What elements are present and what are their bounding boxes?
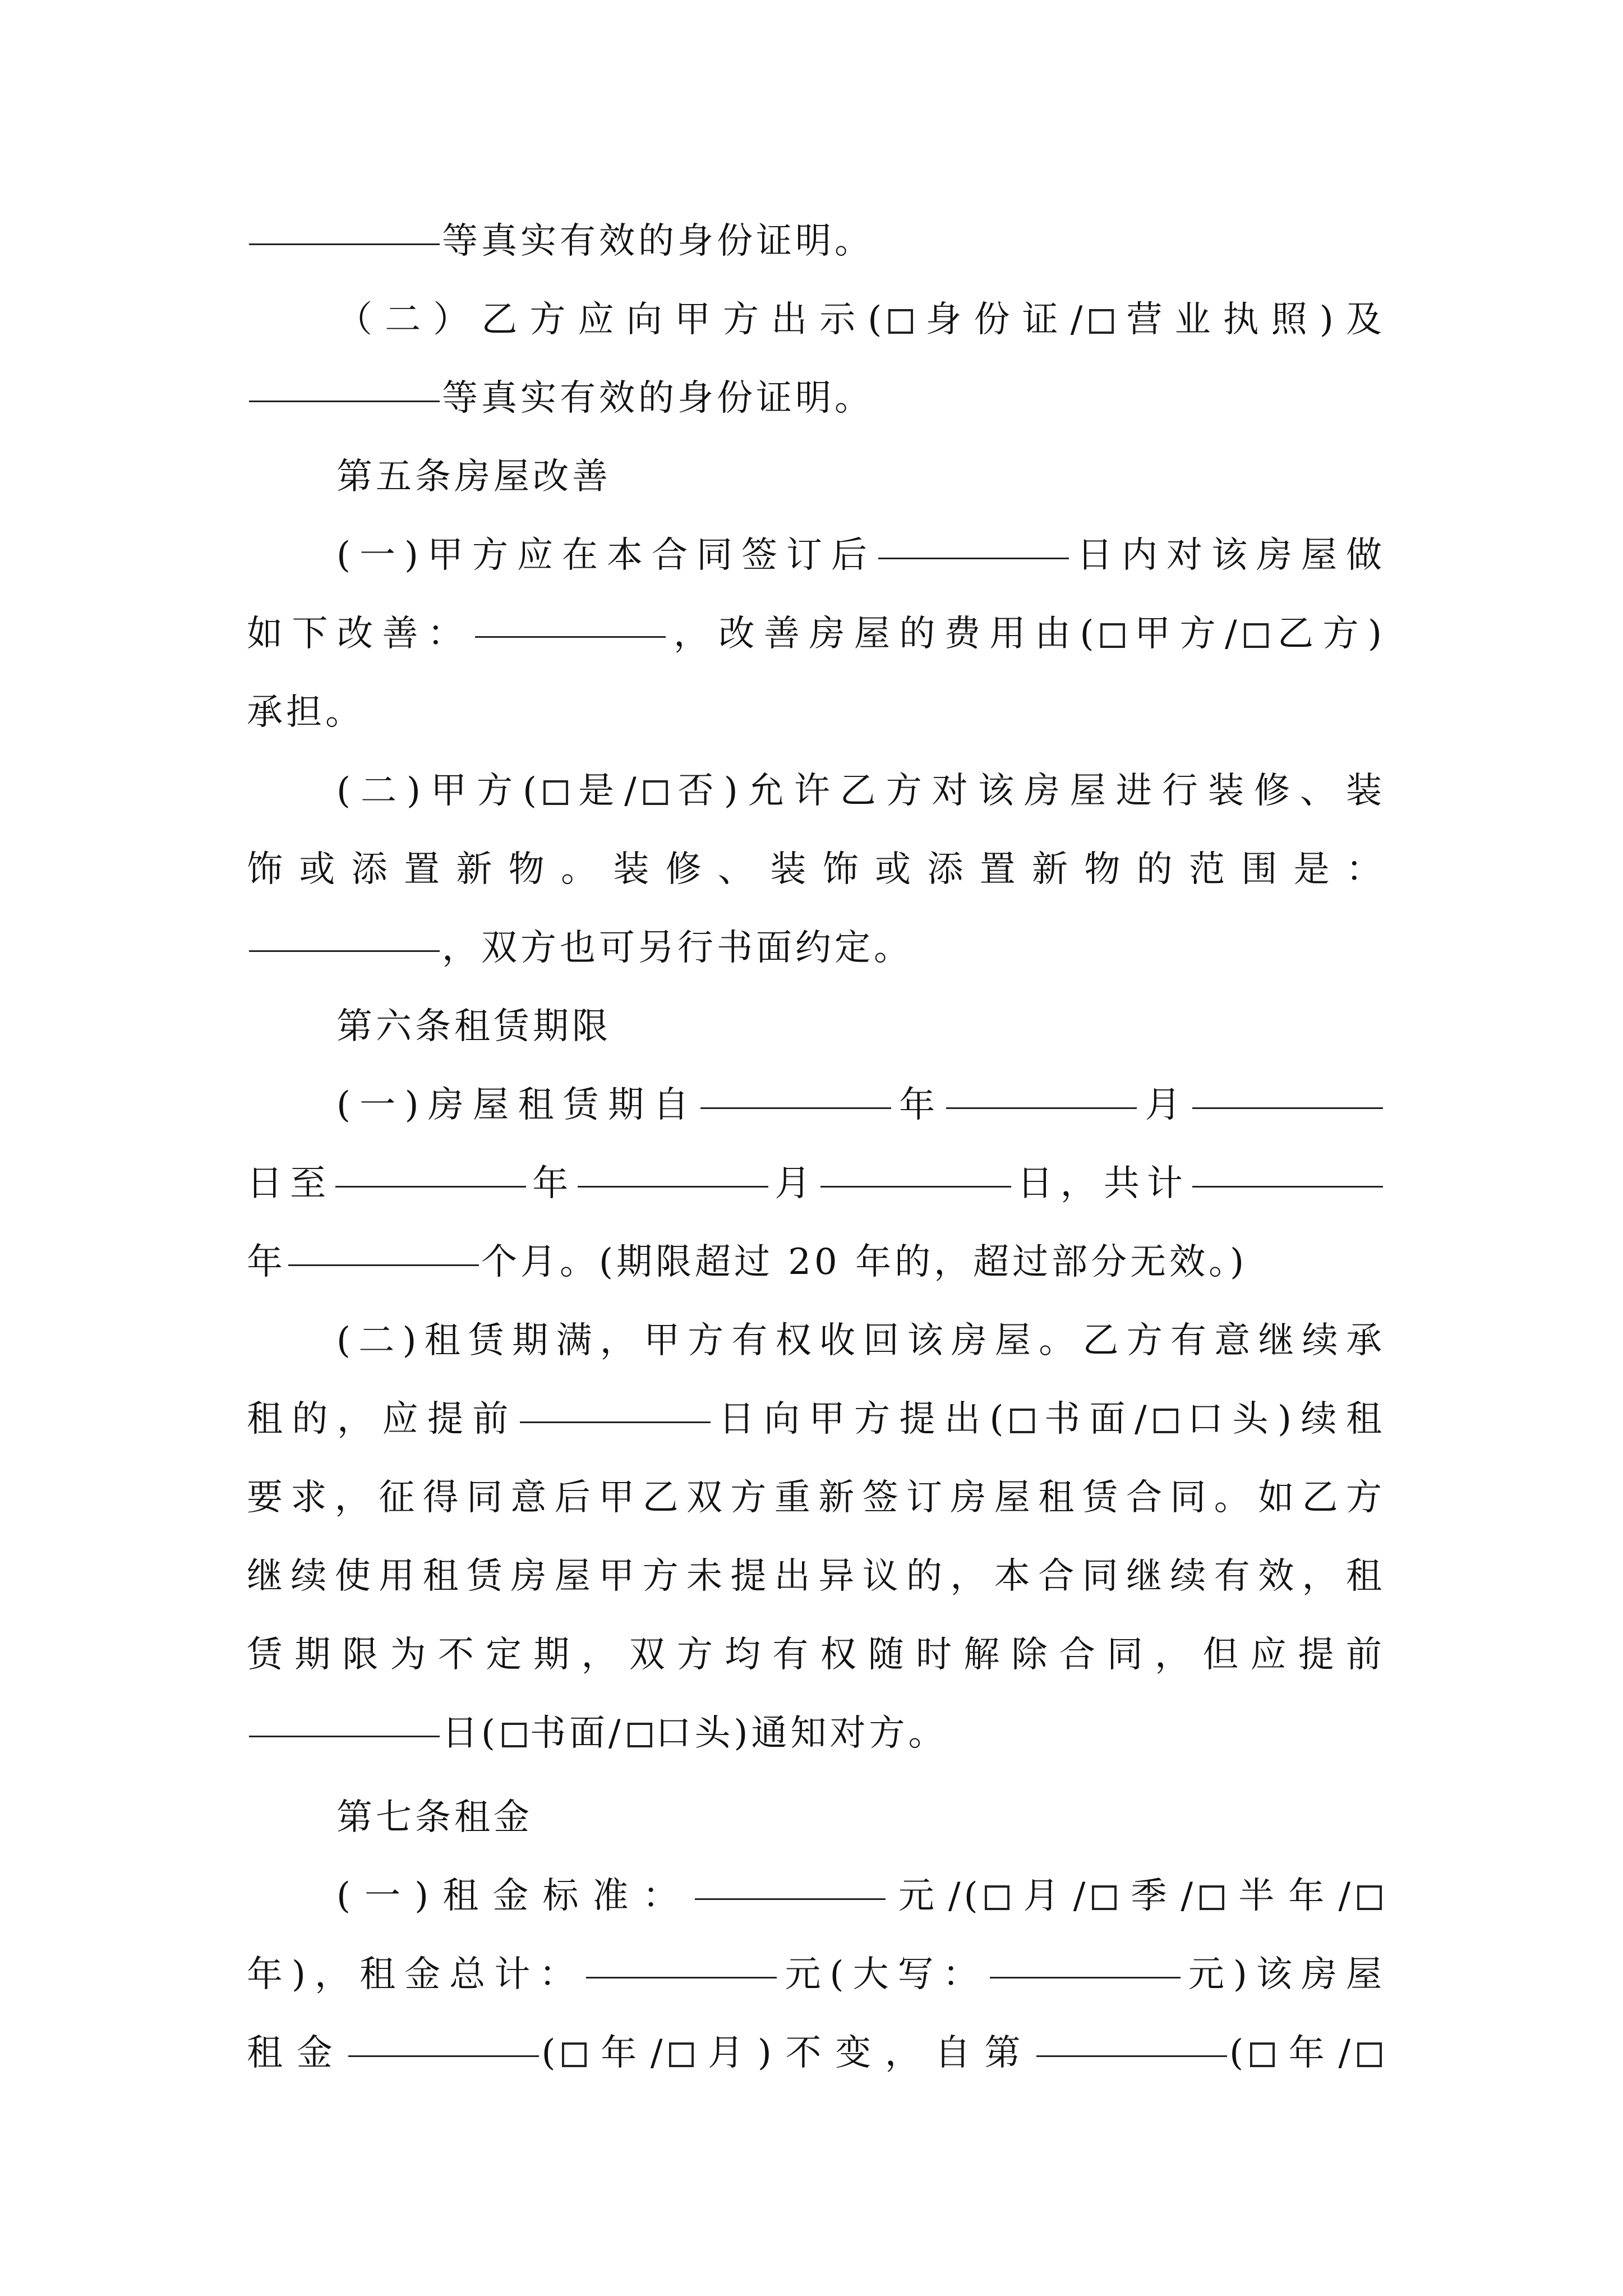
text-segment: 日( (442, 1713, 499, 1754)
checkbox[interactable] (1250, 2042, 1275, 2067)
text-segment: 年/ (1278, 2032, 1354, 2074)
checkbox[interactable] (1100, 623, 1125, 648)
text-segment: 年 (528, 1163, 576, 1204)
text-segment: 第五条房屋改善 (336, 456, 611, 498)
text-segment: 租金 (247, 2032, 347, 2074)
fill-blank[interactable] (249, 1732, 440, 1737)
text-line (247, 914, 1385, 982)
text-segment: (一)租金标准： (336, 1875, 693, 1917)
text-segment: 月)不变，自第 (697, 2032, 1035, 2074)
text-line (336, 522, 1385, 589)
text-segment: 日向甲方提出( (713, 1398, 1007, 1440)
text-segment: 甲方/ (1128, 613, 1241, 655)
text-segment: 日内对该房屋做 (1071, 535, 1386, 576)
fill-blank[interactable] (695, 1895, 886, 1900)
checkbox[interactable] (543, 780, 568, 805)
text-segment: 元/( (887, 1875, 981, 1917)
text-line (247, 1464, 1385, 1531)
text-segment: (二)甲方( (336, 770, 541, 812)
checkbox[interactable] (628, 1723, 652, 1747)
fill-blank[interactable] (335, 1182, 526, 1188)
text-line (336, 1071, 1385, 1139)
text-segment: ( (541, 2032, 559, 2074)
text-line (247, 208, 1385, 275)
fill-blank[interactable] (1192, 1104, 1383, 1109)
text-segment: 半年/ (1228, 1875, 1354, 1917)
text-segment: 第六条租赁期限 (336, 1006, 611, 1047)
fill-blank[interactable] (990, 1973, 1181, 1978)
text-line (247, 365, 1385, 432)
checkbox[interactable] (562, 2042, 587, 2067)
fill-blank[interactable] (520, 1418, 711, 1423)
fill-blank[interactable] (586, 1973, 777, 1978)
text-segment: 否)允许乙方对该房屋进行装修、装 (671, 770, 1386, 812)
fill-blank[interactable] (249, 947, 440, 952)
checkbox[interactable] (1154, 1409, 1178, 1433)
fill-blank[interactable] (1192, 1182, 1383, 1188)
text-line (247, 1700, 1385, 1767)
text-line (336, 1307, 1385, 1374)
checkbox[interactable] (1357, 2042, 1382, 2067)
fill-blank[interactable] (249, 240, 440, 245)
text-segment: 书面/ (1038, 1398, 1150, 1440)
text-line (336, 757, 1385, 825)
text-segment: 继续使用租赁房屋甲方未提出异议的，本合同继续有效，租 (247, 1556, 1385, 1597)
text-line (247, 1941, 1385, 2008)
text-segment: ，改善房屋的费用由( (667, 613, 1098, 655)
fill-blank[interactable] (820, 1182, 1011, 1188)
text-segment: 个月。(期限超过 20 年的，超过部分无效。) (481, 1241, 1248, 1283)
text-segment: 元(大写： (779, 1954, 988, 1995)
text-segment: ，双方也可另行书面约定。 (442, 927, 913, 969)
fill-blank[interactable] (700, 1104, 891, 1109)
text-line (247, 836, 1385, 903)
text-segment: 月 (1139, 1084, 1190, 1126)
text-segment: 等真实有效的身份证明。 (442, 378, 874, 419)
text-segment: 第七条租金 (336, 1797, 533, 1838)
text-segment: 乙方) (1271, 613, 1385, 655)
fill-blank[interactable] (1036, 2052, 1227, 2057)
text-segment: 月/ (1012, 1875, 1089, 1917)
text-segment: 承担。 (247, 692, 365, 733)
fill-blank[interactable] (249, 397, 440, 402)
text-segment: 要求，征得同意后甲乙双方重新签订房屋租赁合同。如乙方 (247, 1477, 1385, 1519)
text-line (247, 1543, 1385, 1610)
checkbox[interactable] (888, 309, 913, 334)
text-line (247, 1621, 1385, 1688)
text-line (247, 1150, 1385, 1217)
text-segment: 租的，应提前 (247, 1398, 518, 1440)
checkbox[interactable] (1357, 1885, 1382, 1910)
text-line (247, 600, 1385, 668)
text-segment: 年 (893, 1084, 944, 1126)
text-segment: 口头)续租 (1181, 1398, 1385, 1440)
text-line (247, 1228, 1385, 1296)
checkbox[interactable] (669, 2042, 694, 2067)
checkbox[interactable] (1089, 309, 1114, 334)
text-segment: 身份证/ (916, 299, 1086, 341)
checkbox[interactable] (502, 1723, 527, 1747)
checkbox[interactable] (1244, 623, 1269, 648)
text-segment: 口头)通知对方。 (655, 1713, 948, 1754)
section-heading (336, 1784, 1385, 1851)
text-segment: 季/ (1120, 1875, 1197, 1917)
text-segment: (二)租赁期满，甲方有权收回该房屋。乙方有意继续承 (336, 1320, 1385, 1361)
text-segment: 饰或添置新物。装修、装饰或添置新物的范围是： (247, 849, 1385, 890)
text-line (247, 2019, 1385, 2087)
text-line (247, 679, 1385, 746)
checkbox[interactable] (985, 1885, 1009, 1910)
text-segment: ( (1229, 2032, 1247, 2074)
text-segment: 月 (771, 1163, 818, 1204)
text-segment: (一)房屋租赁期自 (336, 1084, 698, 1126)
fill-blank[interactable] (475, 633, 666, 638)
text-segment: 营业执照)及 (1117, 299, 1386, 341)
text-segment: 年/ (590, 2032, 666, 2074)
text-segment: 年)，租金总计： (247, 1954, 584, 1995)
fill-blank[interactable] (288, 1261, 479, 1266)
fill-blank[interactable] (348, 2052, 539, 2057)
section-heading (336, 993, 1385, 1060)
text-line (336, 286, 1385, 353)
text-segment: (一)甲方应在本合同签订后 (336, 535, 876, 576)
text-segment: 日至 (247, 1163, 334, 1204)
text-line (336, 1862, 1385, 1930)
checkbox[interactable] (643, 780, 668, 805)
checkbox[interactable] (1092, 1885, 1117, 1910)
text-segment: 如下改善： (247, 613, 473, 655)
text-segment: 赁期限为不定期，双方均有权随时解除合同，但应提前 (247, 1634, 1385, 1676)
text-segment: 日，共计 (1013, 1163, 1191, 1204)
text-segment: （二）乙方应向甲方出示( (336, 299, 886, 341)
checkbox[interactable] (1010, 1409, 1035, 1433)
text-segment: 等真实有效的身份证明。 (442, 220, 874, 262)
fill-blank[interactable] (946, 1104, 1137, 1109)
checkbox[interactable] (1200, 1885, 1224, 1910)
fill-blank[interactable] (878, 554, 1069, 559)
fill-blank[interactable] (578, 1182, 768, 1188)
text-line (247, 1386, 1385, 1453)
text-segment: 是/ (571, 770, 640, 812)
text-segment: 元)该房屋 (1182, 1954, 1386, 1995)
text-segment: 年 (247, 1241, 286, 1283)
section-heading (336, 443, 1385, 510)
text-segment: 书面/ (529, 1713, 624, 1754)
